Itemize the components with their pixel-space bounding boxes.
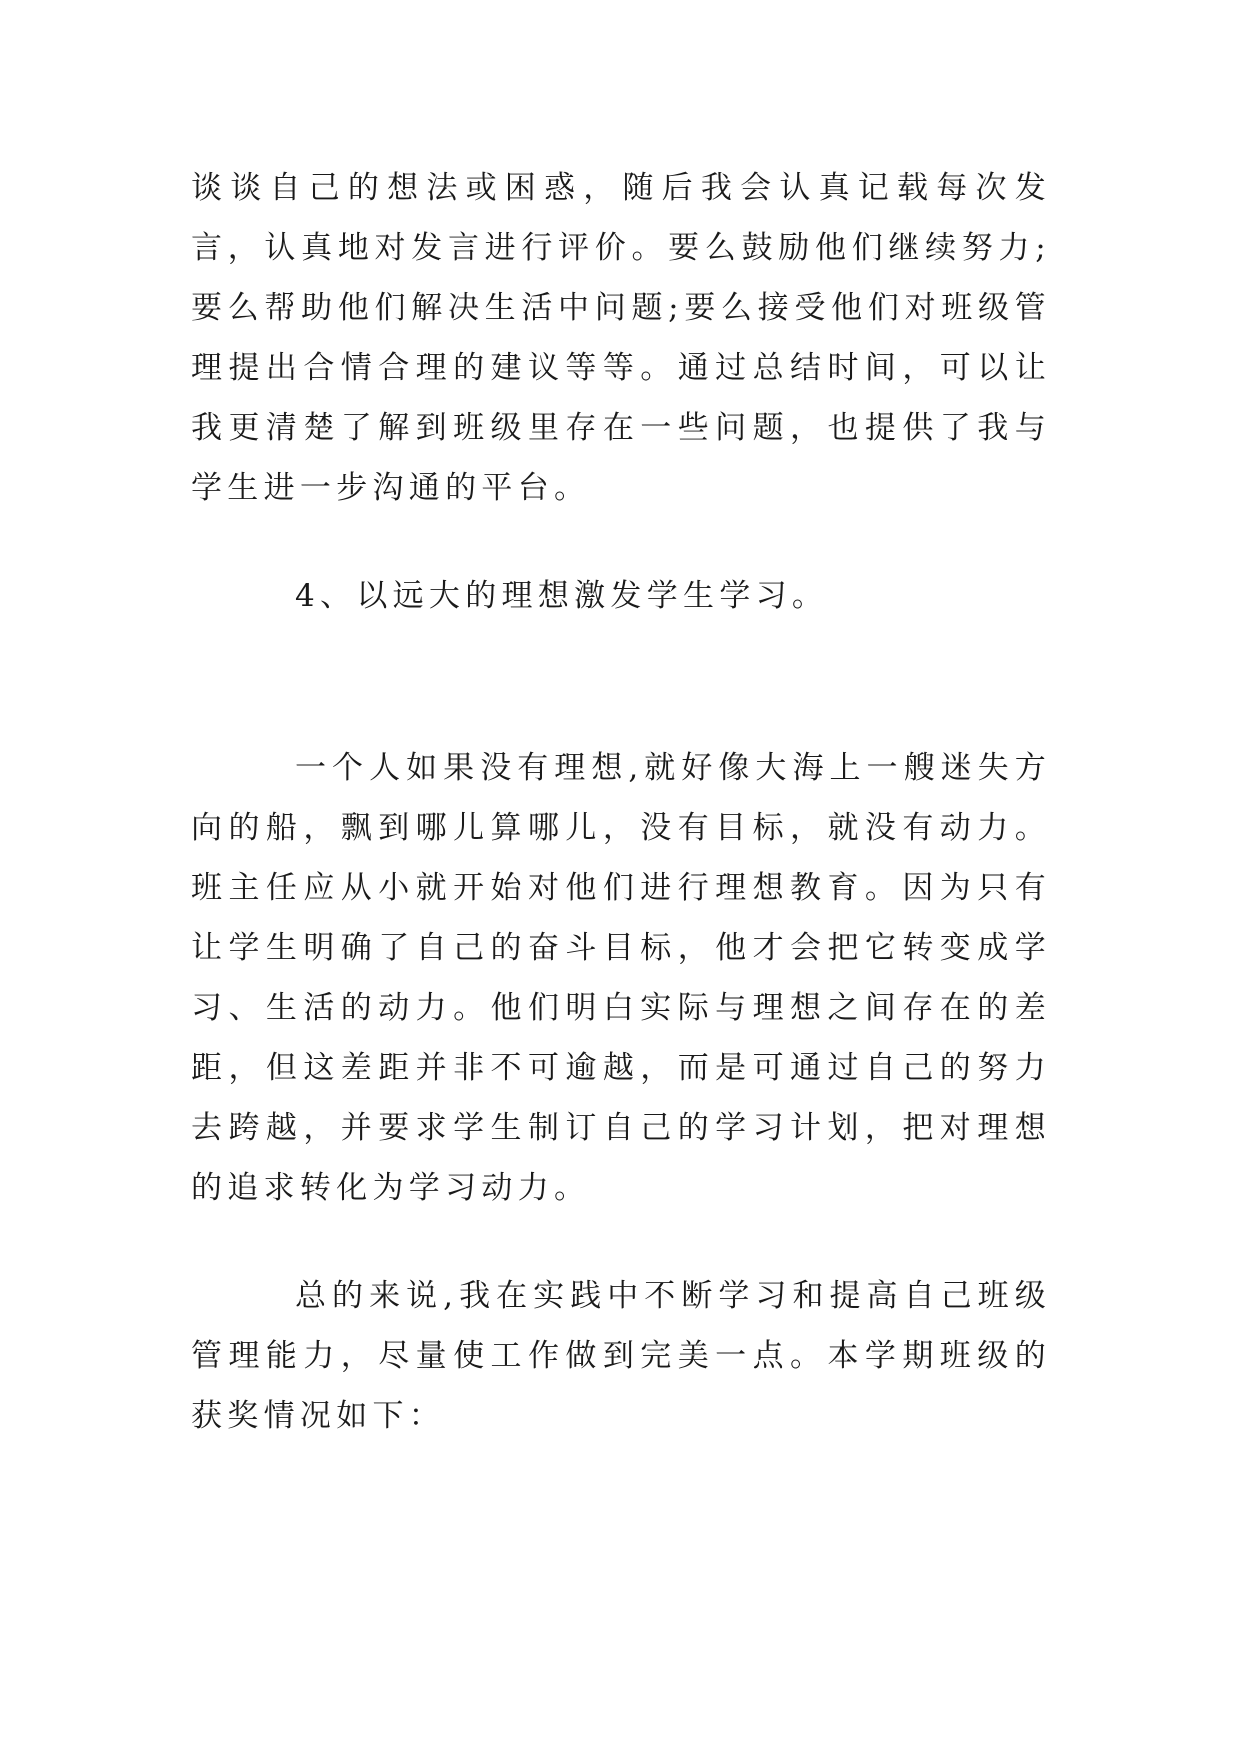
paragraph-ideals-education: 一个人如果没有理想,就好像大海上一艘迷失方向的船，飘到哪儿算哪儿，没有目标，就没有动力。班主任应从小就开始对他们进行理想教育。因为只有让学生明确了自己的奋斗目标，他才会把它转变成学习、生活的动力。他们明白实际与理想之间存在的差距，但这差距并非不可逾越，而是可通过自己的努力去跨越，并要求学生制订自己的学习计划，把对理想的追求转化为学习动力。	[191, 750, 1051, 1206]
paragraph-class-meeting-summary: 谈谈自己的想法或困惑，随后我会认真记载每次发言，认真地对发言进行评价。要么鼓励他们继续努力;要么帮助他们解决生活中问题;要么接受他们对班级管理提出合情合理的建议等等。通过总结时间，可以让我更清楚了解到班级里存在一些问题，也提供了我与学生进一步沟通的平台。	[191, 170, 1051, 506]
section-heading-ideals: 4、以远大的理想激发学生学习。	[295, 578, 829, 614]
paragraph-conclusion: 总的来说,我在实践中不断学习和提高自己班级管理能力，尽量使工作做到完美一点。本学期班级的获奖情况如下：	[191, 1278, 1051, 1434]
